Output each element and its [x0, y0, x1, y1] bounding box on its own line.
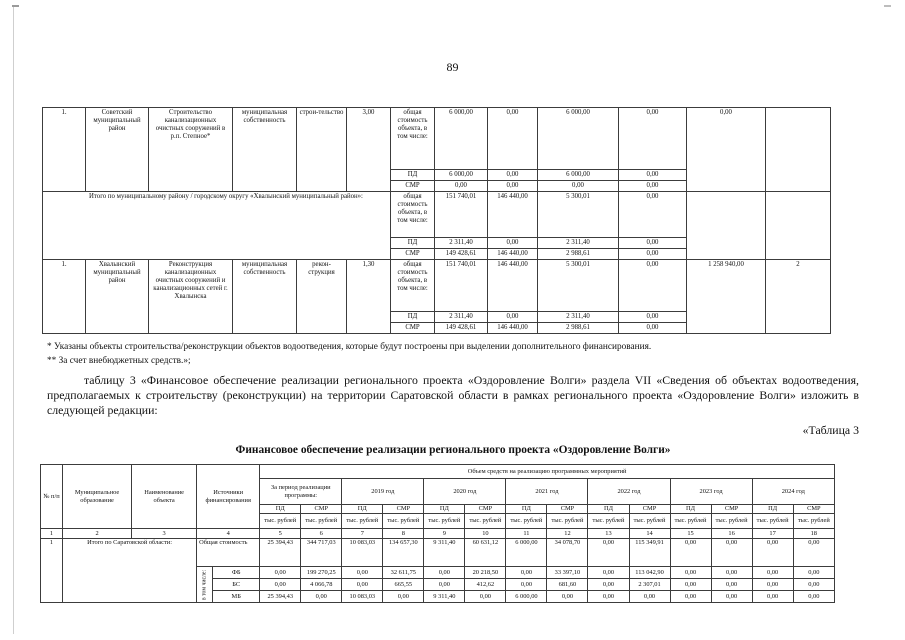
header-smr: СМР [301, 505, 342, 514]
value-cell: 0,00 [793, 567, 834, 579]
header-unit: тыс. рублей [301, 514, 342, 529]
value-cell: 0,00 [793, 591, 834, 603]
value-cell: 6 000,00 [435, 170, 488, 181]
value-cell: 0,00 [619, 181, 687, 192]
header-pd: ПД [424, 505, 465, 514]
page-number: 89 [446, 60, 459, 74]
source-cell: МБ [213, 591, 260, 603]
value-cell: 4 066,78 [301, 579, 342, 591]
value-cell: 0,00 [435, 181, 488, 192]
ownership-cell: муниципальная собственность [233, 260, 297, 334]
work-type-cell: строи-тельство [297, 108, 347, 192]
value-cell: 151 740,01 [435, 260, 488, 312]
value-cell: 6 000,00 [538, 170, 619, 181]
value-cell: 6 000,00 [435, 108, 488, 170]
including-label: в том числе: [201, 569, 208, 600]
value-cell: 146 440,00 [488, 323, 538, 334]
empty-cell [687, 192, 766, 260]
header-pd: ПД [752, 505, 793, 514]
value-cell: 0,00 [711, 579, 752, 591]
smr-label-cell: СМР [391, 249, 435, 260]
value-cell: 5 300,01 [538, 192, 619, 238]
value-cell: 9 311,40 [424, 591, 465, 603]
header-period: 2021 год [506, 479, 588, 505]
value-cell: 32 611,75 [383, 567, 424, 579]
col-number: 12 [547, 529, 588, 539]
value-cell: 681,60 [547, 579, 588, 591]
value-cell: 0,00 [793, 579, 834, 591]
value-cell: 0,00 [588, 539, 629, 567]
col-number: 11 [506, 529, 547, 539]
header-pd: ПД [260, 505, 301, 514]
value-cell: 0,00 [588, 591, 629, 603]
smr-label-cell: СМР [391, 323, 435, 334]
value-cell: 0,00 [619, 238, 687, 249]
header-row-column-numbers [41, 529, 835, 539]
value-cell: 0,00 [619, 170, 687, 181]
value-cell: 0,00 [506, 579, 547, 591]
ownership-cell: муниципальная собственность [233, 108, 297, 192]
value-cell: 6 000,00 [538, 108, 619, 170]
table-row-sovetsky-total [43, 108, 831, 170]
scan-artifact-top-left [12, 5, 19, 7]
header-period: 2022 год [588, 479, 670, 505]
value-cell: 1 258 940,00 [687, 260, 766, 334]
footnote-2: ** За счет внебюджетных средств.»; [47, 356, 191, 366]
header-smr: СМР [383, 505, 424, 514]
objects-table [42, 107, 831, 334]
header-unit: тыс. рублей [588, 514, 629, 529]
value-cell: 9 311,40 [424, 539, 465, 567]
value-cell: 0,00 [670, 579, 711, 591]
header-smr: СМР [465, 505, 506, 514]
col-number: 6 [301, 529, 342, 539]
col-number: 1 [41, 529, 63, 539]
value-cell: 0,00 [488, 238, 538, 249]
value-cell: 0,00 [488, 312, 538, 323]
header-smr: СМР [793, 505, 834, 514]
value-cell: 2 311,40 [538, 312, 619, 323]
value-cell: 2 988,61 [538, 249, 619, 260]
smr-label-cell: СМР [391, 181, 435, 192]
col-number: 5 [260, 529, 301, 539]
value-cell: 146 440,00 [488, 260, 538, 312]
value-cell: 2 311,40 [435, 312, 488, 323]
source-cell: Общая стоимость [197, 539, 260, 567]
value-cell: 151 740,01 [435, 192, 488, 238]
value-cell: 0,00 [301, 591, 342, 603]
header-municipality: Муниципальное образование [63, 465, 132, 529]
header-unit: тыс. рублей [260, 514, 301, 529]
body-paragraph: таблицу 3 «Финансовое обеспечение реализации регионального проекта «Оздоровление Волги» раздела VII «Сведения об объектах водоотведения, предполагаемых к строительству (реконструкции) на территории Саратовской области в рамках регионального проекта «Оздоровление Волги» изложить в следующей редакции: [47, 373, 859, 418]
value-cell: 115 349,91 [629, 539, 670, 567]
header-unit: тыс. рублей [711, 514, 752, 529]
header-unit: тыс. рублей [506, 514, 547, 529]
header-num: № п/п [41, 465, 63, 529]
itogo-label-cell: Итого по муниципальному району / городскому округу «Хвалынский муниципальный район»: [43, 192, 391, 260]
value-cell: 0,00 [619, 249, 687, 260]
capacity-cell: 1,30 [347, 260, 391, 334]
value-cell: 0,00 [687, 108, 766, 192]
value-cell: 0,00 [488, 181, 538, 192]
value-cell: 0,00 [260, 579, 301, 591]
value-cell: 6 000,00 [506, 539, 547, 567]
value-cell: 113 042,90 [629, 567, 670, 579]
source-cell: ФБ [213, 567, 260, 579]
value-cell: 0,00 [383, 591, 424, 603]
col-number: 4 [197, 529, 260, 539]
value-cell: 149 428,61 [435, 249, 488, 260]
finance-table [40, 464, 835, 603]
value-cell: 10 083,03 [342, 591, 383, 603]
value-cell: 0,00 [547, 591, 588, 603]
objects-table-wrapper [42, 107, 830, 334]
value-cell: 0,00 [711, 539, 752, 567]
row-number-cell: 1. [43, 260, 86, 334]
header-volume: Объем средств на реализацию программных мероприятий [260, 465, 835, 479]
value-cell: 0,00 [711, 567, 752, 579]
value-cell: 60 631,12 [465, 539, 506, 567]
value-cell: 25 394,43 [260, 591, 301, 603]
row-number-cell: 1. [43, 108, 86, 192]
footnote-1: * Указаны объекты строительства/реконструкции объектов водоотведения, которые будут построены при выделении дополнительного финансирования. [47, 342, 652, 352]
col-number: 9 [424, 529, 465, 539]
value-cell: 149 428,61 [435, 323, 488, 334]
header-smr: СМР [711, 505, 752, 514]
value-cell: 0,00 [342, 567, 383, 579]
value-cell: 0,00 [506, 567, 547, 579]
col-number: 17 [752, 529, 793, 539]
value-cell: 33 397,10 [547, 567, 588, 579]
value-cell: 25 394,43 [260, 539, 301, 567]
value-cell: 412,62 [465, 579, 506, 591]
value-cell: 34 078,70 [547, 539, 588, 567]
table-row-itogo-total [43, 192, 831, 238]
header-unit: тыс. рублей [383, 514, 424, 529]
scan-artifact-top-right [884, 5, 891, 7]
header-unit: тыс. рублей [629, 514, 670, 529]
value-cell: 2 988,61 [538, 323, 619, 334]
value-cell: 0,00 [588, 579, 629, 591]
value-cell: 0,00 [424, 579, 465, 591]
object-cell: Реконструкция канализационных очистных сооружений и канализационных сетей г. Хвалынска [149, 260, 233, 334]
value-cell: 0,00 [793, 539, 834, 567]
value-cell: 0,00 [488, 108, 538, 170]
value-cell: 6 000,00 [506, 591, 547, 603]
value-cell: 0,00 [752, 591, 793, 603]
header-pd: ПД [342, 505, 383, 514]
value-cell: 199 270,25 [301, 567, 342, 579]
col-number: 10 [465, 529, 506, 539]
district-cell: Советский муниципальный район [86, 108, 149, 192]
total-label-cell: общая стоимость объекта, в том числе: [391, 260, 435, 312]
empty-cell [766, 108, 831, 192]
value-cell: 0,00 [711, 591, 752, 603]
value-cell: 0,00 [465, 591, 506, 603]
scan-artifact-left-line [13, 6, 14, 634]
capacity-cell: 3,00 [347, 108, 391, 192]
value-cell: 344 717,03 [301, 539, 342, 567]
value-cell: 0,00 [670, 567, 711, 579]
table-row-khvalynsky-total [43, 260, 831, 312]
value-cell: 0,00 [629, 591, 670, 603]
value-cell: 0,00 [619, 312, 687, 323]
value-cell: 2 311,40 [435, 238, 488, 249]
header-smr: СМР [629, 505, 670, 514]
pd-label-cell: ПД [391, 312, 435, 323]
header-period: 2023 год [670, 479, 752, 505]
including-label-cell [197, 567, 213, 603]
empty-cell [766, 192, 831, 260]
header-unit: тыс. рублей [465, 514, 506, 529]
col-number: 14 [629, 529, 670, 539]
value-cell: 10 083,03 [342, 539, 383, 567]
col-number: 2 [63, 529, 132, 539]
value-cell: 0,00 [670, 539, 711, 567]
value-cell: 0,00 [752, 567, 793, 579]
col-number: 13 [588, 529, 629, 539]
value-cell: 20 218,50 [465, 567, 506, 579]
value-cell: 665,55 [383, 579, 424, 591]
value-cell: 2 307,01 [629, 579, 670, 591]
header-unit: тыс. рублей [670, 514, 711, 529]
col-number: 15 [670, 529, 711, 539]
header-pd: ПД [670, 505, 711, 514]
value-cell: 2 [766, 260, 831, 334]
district-cell: Хвалынский муниципальный район [86, 260, 149, 334]
header-row-1 [41, 465, 835, 479]
header-pd: ПД [588, 505, 629, 514]
object-cell: Строительство канализационных очистных сооружений в р.п. Степное* [149, 108, 233, 192]
total-region-label-cell: Итого по Саратовской области: [63, 539, 197, 603]
value-cell: 0,00 [752, 579, 793, 591]
value-cell: 0,00 [424, 567, 465, 579]
value-cell: 134 657,30 [383, 539, 424, 567]
col-number: 8 [383, 529, 424, 539]
header-unit: тыс. рублей [547, 514, 588, 529]
header-unit: тыс. рублей [793, 514, 834, 529]
value-cell: 146 440,00 [488, 249, 538, 260]
col-number: 16 [711, 529, 752, 539]
data-row-total [41, 539, 835, 567]
work-type-cell: рекон-струкция [297, 260, 347, 334]
source-cell: БС [213, 579, 260, 591]
row-number-cell: 1 [41, 539, 63, 603]
table3-title: Финансовое обеспечение реализации регионального проекта «Оздоровление Волги» [235, 444, 671, 456]
value-cell: 0,00 [619, 192, 687, 238]
value-cell: 2 311,40 [538, 238, 619, 249]
value-cell: 5 300,01 [538, 260, 619, 312]
pd-label-cell: ПД [391, 238, 435, 249]
value-cell: 0,00 [670, 591, 711, 603]
col-number: 18 [793, 529, 834, 539]
header-period: 2020 год [424, 479, 506, 505]
value-cell: 0,00 [260, 567, 301, 579]
value-cell: 0,00 [488, 170, 538, 181]
table3-caption: «Таблица 3 [802, 423, 859, 437]
pd-label-cell: ПД [391, 170, 435, 181]
value-cell: 0,00 [619, 260, 687, 312]
value-cell: 0,00 [619, 323, 687, 334]
col-number: 7 [342, 529, 383, 539]
finance-table-wrapper [40, 464, 835, 603]
total-label-cell: общая стоимость объекта, в том числе: [391, 192, 435, 238]
header-period: За период реализации программы: [260, 479, 342, 505]
value-cell: 0,00 [588, 567, 629, 579]
header-unit: тыс. рублей [752, 514, 793, 529]
value-cell: 0,00 [619, 108, 687, 170]
value-cell: 0,00 [538, 181, 619, 192]
header-sources: Источники финансирования [197, 465, 260, 529]
value-cell: 146 440,00 [488, 192, 538, 238]
value-cell: 0,00 [342, 579, 383, 591]
header-period: 2024 год [752, 479, 834, 505]
total-label-cell: общая стоимость объекта, в том числе: [391, 108, 435, 170]
header-period: 2019 год [342, 479, 424, 505]
header-object-name: Наименование объекта [132, 465, 197, 529]
header-smr: СМР [547, 505, 588, 514]
header-unit: тыс. рублей [342, 514, 383, 529]
col-number: 3 [132, 529, 197, 539]
header-pd: ПД [506, 505, 547, 514]
value-cell: 0,00 [752, 539, 793, 567]
header-unit: тыс. рублей [424, 514, 465, 529]
